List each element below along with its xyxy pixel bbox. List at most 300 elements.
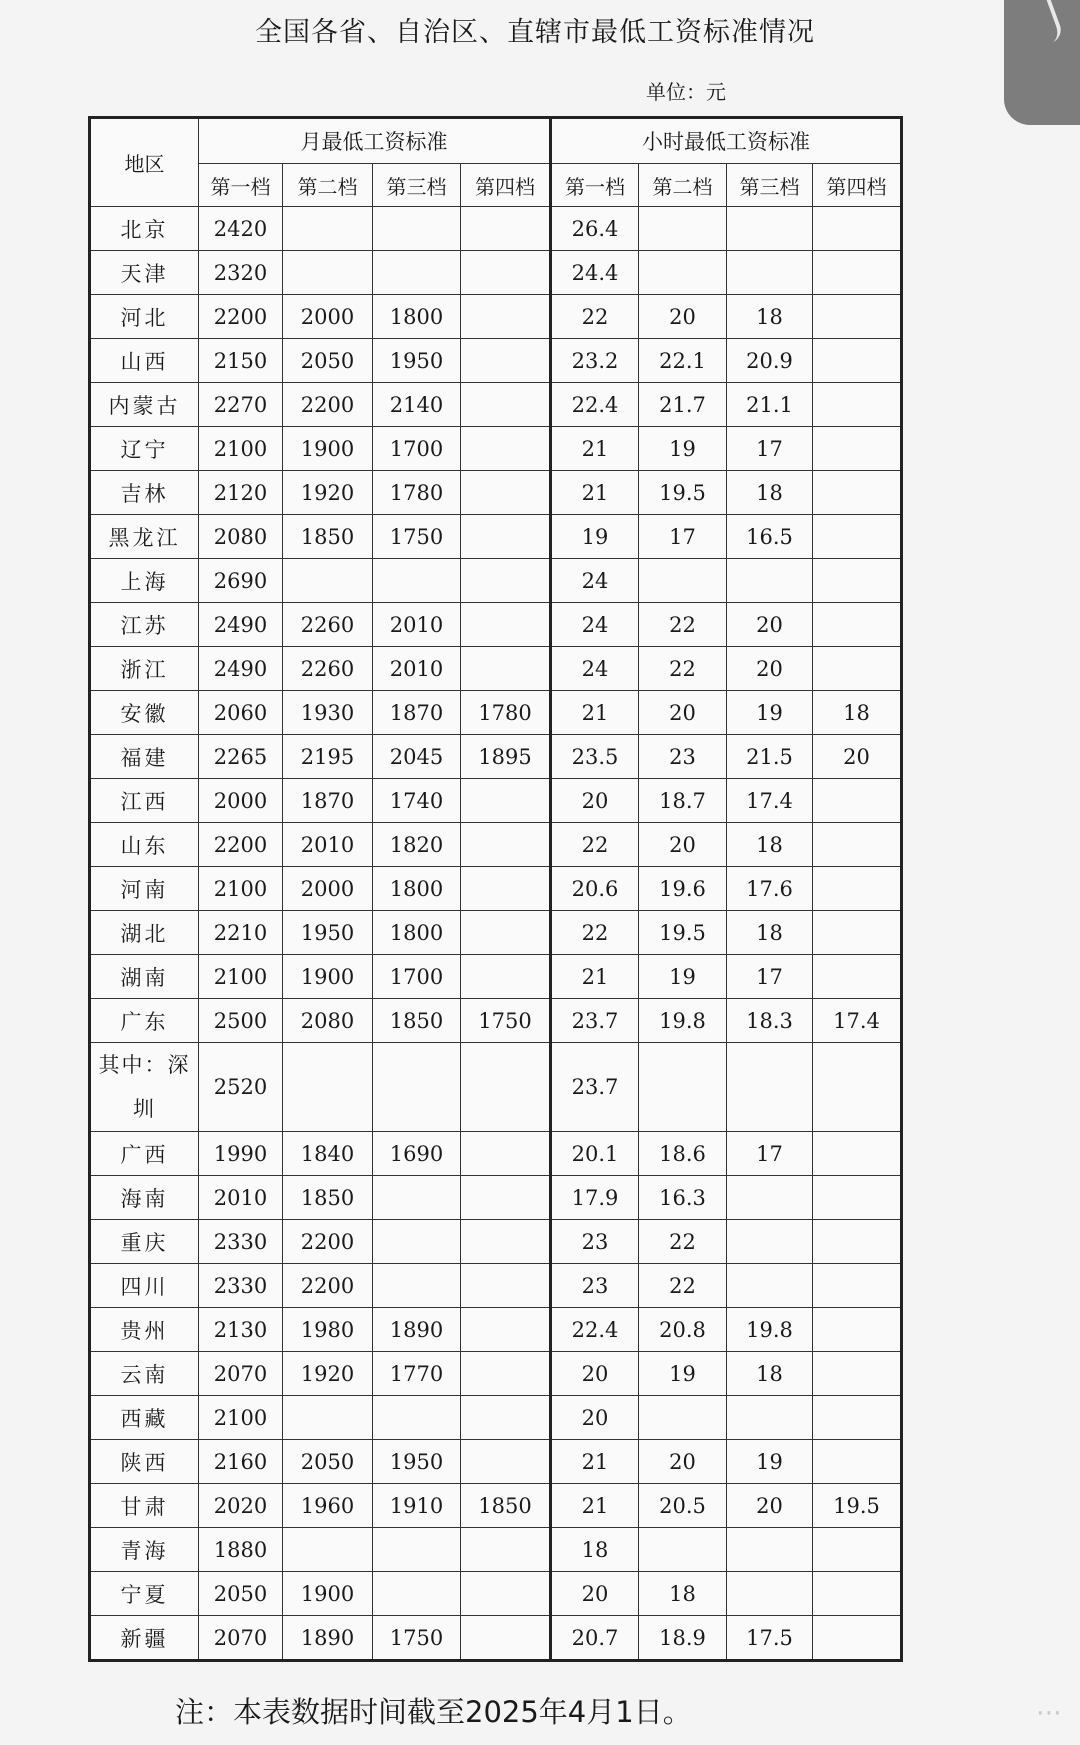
monthly-wage-cell: 1750 <box>373 1616 461 1661</box>
monthly-wage-cell <box>461 911 551 955</box>
monthly-wage-cell: 1700 <box>373 427 461 471</box>
table-row <box>90 1352 902 1396</box>
hourly-wage-cell: 22 <box>551 295 639 339</box>
monthly-wage-cell <box>461 1572 551 1616</box>
monthly-wage-cell <box>461 955 551 999</box>
table-row <box>90 911 902 955</box>
hourly-wage-cell: 18 <box>727 911 813 955</box>
monthly-wage-cell: 2490 <box>199 647 283 691</box>
region-cell: 贵州 <box>90 1308 199 1352</box>
monthly-wage-cell: 2010 <box>199 1176 283 1220</box>
hourly-wage-cell <box>813 1264 902 1308</box>
monthly-wage-cell: 1990 <box>199 1132 283 1176</box>
table-row <box>90 1484 902 1528</box>
hourly-wage-cell: 18 <box>727 823 813 867</box>
monthly-wage-cell: 2490 <box>199 603 283 647</box>
hourly-wage-cell: 22.1 <box>639 339 727 383</box>
hourly-wage-cell <box>813 427 902 471</box>
hourly-wage-cell: 17.9 <box>551 1176 639 1220</box>
footnote: 注：本表数据时间截至2025年4月1日。 <box>175 1695 692 1729</box>
monthly-wage-cell: 1930 <box>283 691 373 735</box>
monthly-wage-cell: 2140 <box>373 383 461 427</box>
hourly-wage-cell <box>813 1220 902 1264</box>
monthly-wage-cell: 2070 <box>199 1616 283 1661</box>
hourly-wage-cell: 20.7 <box>551 1616 639 1661</box>
monthly-wage-cell: 2260 <box>283 603 373 647</box>
monthly-wage-cell: 1880 <box>199 1528 283 1572</box>
hourly-wage-cell: 17.4 <box>727 779 813 823</box>
monthly-wage-cell: 2200 <box>199 295 283 339</box>
hourly-wage-cell <box>813 515 902 559</box>
monthly-wage-cell: 2070 <box>199 1352 283 1396</box>
hourly-wage-cell: 19 <box>727 1440 813 1484</box>
hourly-wage-cell: 20 <box>727 647 813 691</box>
monthly-wage-cell: 2270 <box>199 383 283 427</box>
monthly-wage-cell: 1690 <box>373 1132 461 1176</box>
monthly-wage-cell <box>461 1352 551 1396</box>
table-row <box>90 1308 902 1352</box>
region-cell: 辽宁 <box>90 427 199 471</box>
hourly-wage-cell <box>813 779 902 823</box>
monthly-wage-cell: 2520 <box>199 1043 283 1132</box>
monthly-wage-cell: 2200 <box>283 383 373 427</box>
monthly-wage-cell: 1780 <box>461 691 551 735</box>
monthly-wage-cell: 2010 <box>373 647 461 691</box>
monthly-wage-cell <box>283 251 373 295</box>
hourly-wage-cell: 22 <box>639 1264 727 1308</box>
monthly-wage-cell: 1700 <box>373 955 461 999</box>
hourly-wage-cell: 16.5 <box>727 515 813 559</box>
table-row <box>90 1176 902 1220</box>
monthly-wage-cell: 1870 <box>373 691 461 735</box>
monthly-wage-cell <box>461 383 551 427</box>
monthly-wage-cell: 2045 <box>373 735 461 779</box>
monthly-wage-cell: 1840 <box>283 1132 373 1176</box>
hourly-wage-cell: 23 <box>551 1264 639 1308</box>
table-row <box>90 1132 902 1176</box>
hourly-wage-cell: 20.9 <box>727 339 813 383</box>
document-title: 全国各省、自治区、直辖市最低工资标准情况 <box>255 17 815 48</box>
region-cell: 山东 <box>90 823 199 867</box>
hourly-wage-cell <box>813 867 902 911</box>
region-cell: 海南 <box>90 1176 199 1220</box>
hourly-wage-cell <box>727 207 813 251</box>
monthly-wage-cell: 2050 <box>283 1440 373 1484</box>
hourly-wage-cell: 18 <box>727 295 813 339</box>
header-monthly-tier: 第一档 <box>199 164 283 207</box>
table-row <box>90 955 902 999</box>
monthly-wage-cell: 2330 <box>199 1264 283 1308</box>
table-row <box>90 427 902 471</box>
hourly-wage-cell: 17 <box>727 427 813 471</box>
monthly-wage-cell: 1900 <box>283 1572 373 1616</box>
hourly-wage-cell: 18.7 <box>639 779 727 823</box>
monthly-wage-cell <box>461 515 551 559</box>
hourly-wage-cell <box>639 1043 727 1132</box>
hourly-wage-cell: 18 <box>813 691 902 735</box>
monthly-wage-cell <box>461 471 551 515</box>
table-row <box>90 339 902 383</box>
table-row <box>90 1616 902 1661</box>
monthly-wage-cell: 2130 <box>199 1308 283 1352</box>
hourly-wage-cell <box>813 471 902 515</box>
hourly-wage-cell: 20 <box>551 1396 639 1440</box>
hourly-wage-cell: 20 <box>551 1352 639 1396</box>
monthly-wage-cell: 2500 <box>199 999 283 1043</box>
monthly-wage-cell: 2120 <box>199 471 283 515</box>
monthly-wage-cell: 2260 <box>283 647 373 691</box>
table-row <box>90 251 902 295</box>
monthly-wage-cell <box>461 1396 551 1440</box>
monthly-wage-cell <box>461 1308 551 1352</box>
hourly-wage-cell: 17.6 <box>727 867 813 911</box>
monthly-wage-cell <box>461 1616 551 1661</box>
region-cell: 其中：深圳 <box>90 1043 199 1132</box>
region-cell: 江苏 <box>90 603 199 647</box>
monthly-wage-cell: 2100 <box>199 427 283 471</box>
monthly-wage-cell: 1950 <box>373 1440 461 1484</box>
hourly-wage-cell: 19 <box>639 427 727 471</box>
table-row <box>90 647 902 691</box>
monthly-wage-cell: 2000 <box>199 779 283 823</box>
table-row <box>90 383 902 427</box>
region-cell: 青海 <box>90 1528 199 1572</box>
hourly-wage-cell: 21 <box>551 1440 639 1484</box>
hourly-wage-cell: 19.6 <box>639 867 727 911</box>
monthly-wage-cell <box>283 1528 373 1572</box>
header-monthly-tier: 第二档 <box>283 164 373 207</box>
hourly-wage-cell <box>813 251 902 295</box>
monthly-wage-cell <box>461 1440 551 1484</box>
monthly-wage-cell <box>373 559 461 603</box>
monthly-wage-cell: 1900 <box>283 955 373 999</box>
monthly-wage-cell: 2060 <box>199 691 283 735</box>
hourly-wage-cell: 19 <box>551 515 639 559</box>
monthly-wage-cell: 1890 <box>373 1308 461 1352</box>
monthly-wage-cell: 1800 <box>373 867 461 911</box>
monthly-wage-cell <box>461 779 551 823</box>
hourly-wage-cell <box>813 1572 902 1616</box>
hourly-wage-cell <box>813 1616 902 1661</box>
hourly-wage-cell: 17 <box>727 955 813 999</box>
hourly-wage-cell <box>727 1264 813 1308</box>
monthly-wage-cell: 2080 <box>199 515 283 559</box>
hourly-wage-cell <box>813 1132 902 1176</box>
table-row <box>90 1528 902 1572</box>
hourly-wage-cell <box>813 1308 902 1352</box>
hourly-wage-cell: 18 <box>639 1572 727 1616</box>
hourly-wage-cell: 21 <box>551 471 639 515</box>
hourly-wage-cell <box>727 1043 813 1132</box>
monthly-wage-cell: 2265 <box>199 735 283 779</box>
hourly-wage-cell <box>813 1043 902 1132</box>
hourly-wage-cell <box>813 1440 902 1484</box>
hourly-wage-cell <box>639 559 727 603</box>
hourly-wage-cell <box>813 823 902 867</box>
region-cell: 黑龙江 <box>90 515 199 559</box>
monthly-wage-cell: 2000 <box>283 295 373 339</box>
watermark: ⋯ <box>1036 1698 1062 1728</box>
table-row <box>90 999 902 1043</box>
hourly-wage-cell <box>727 559 813 603</box>
monthly-wage-cell <box>461 1176 551 1220</box>
hourly-wage-cell: 21.1 <box>727 383 813 427</box>
monthly-wage-cell: 2200 <box>283 1220 373 1264</box>
hourly-wage-cell: 19.5 <box>639 911 727 955</box>
hourly-wage-cell: 20 <box>551 779 639 823</box>
table-row <box>90 1043 902 1132</box>
hourly-wage-cell <box>727 1220 813 1264</box>
header-hourly-tier: 第二档 <box>639 164 727 207</box>
hourly-wage-cell: 21 <box>551 955 639 999</box>
table-row <box>90 823 902 867</box>
hourly-wage-cell <box>727 1176 813 1220</box>
hourly-wage-cell: 24 <box>551 559 639 603</box>
monthly-wage-cell: 2000 <box>283 867 373 911</box>
monthly-wage-cell: 1850 <box>461 1484 551 1528</box>
hourly-wage-cell: 22.4 <box>551 1308 639 1352</box>
hourly-wage-cell <box>813 1352 902 1396</box>
hourly-wage-cell: 21 <box>551 1484 639 1528</box>
monthly-wage-cell <box>283 207 373 251</box>
hourly-wage-cell: 21 <box>551 691 639 735</box>
monthly-wage-cell: 1870 <box>283 779 373 823</box>
region-cell: 浙江 <box>90 647 199 691</box>
region-cell: 江西 <box>90 779 199 823</box>
monthly-wage-cell: 1750 <box>461 999 551 1043</box>
hourly-wage-cell: 22.4 <box>551 383 639 427</box>
hourly-wage-cell: 22 <box>551 823 639 867</box>
monthly-wage-cell <box>373 1528 461 1572</box>
monthly-wage-cell: 1850 <box>283 1176 373 1220</box>
table-row <box>90 691 902 735</box>
hourly-wage-cell <box>813 603 902 647</box>
monthly-wage-cell: 2200 <box>199 823 283 867</box>
monthly-wage-cell: 2010 <box>373 603 461 647</box>
monthly-wage-cell <box>373 1220 461 1264</box>
hourly-wage-cell: 20 <box>551 1572 639 1616</box>
monthly-wage-cell: 2010 <box>283 823 373 867</box>
region-cell: 内蒙古 <box>90 383 199 427</box>
monthly-wage-cell <box>461 1132 551 1176</box>
table-row <box>90 603 902 647</box>
table-row <box>90 779 902 823</box>
hourly-wage-cell: 20 <box>727 1484 813 1528</box>
monthly-wage-cell: 2100 <box>199 1396 283 1440</box>
hourly-wage-cell: 20.8 <box>639 1308 727 1352</box>
region-cell: 广东 <box>90 999 199 1043</box>
region-cell: 上海 <box>90 559 199 603</box>
hourly-wage-cell: 17 <box>727 1132 813 1176</box>
hourly-wage-cell: 17.5 <box>727 1616 813 1661</box>
minimum-wage-table <box>88 116 903 1662</box>
hourly-wage-cell <box>813 955 902 999</box>
hourly-wage-cell: 21 <box>551 427 639 471</box>
hourly-wage-cell: 20.5 <box>639 1484 727 1528</box>
region-cell: 天津 <box>90 251 199 295</box>
hourly-wage-cell: 18 <box>551 1528 639 1572</box>
region-cell: 广西 <box>90 1132 199 1176</box>
monthly-wage-cell: 1750 <box>373 515 461 559</box>
hourly-wage-cell <box>639 251 727 295</box>
monthly-wage-cell <box>461 207 551 251</box>
region-cell: 西藏 <box>90 1396 199 1440</box>
monthly-wage-cell <box>461 427 551 471</box>
monthly-wage-cell: 1900 <box>283 427 373 471</box>
hourly-wage-cell <box>813 339 902 383</box>
monthly-wage-cell <box>461 251 551 295</box>
monthly-wage-cell: 1820 <box>373 823 461 867</box>
monthly-wage-cell: 2690 <box>199 559 283 603</box>
hourly-wage-cell <box>727 1572 813 1616</box>
region-cell: 河北 <box>90 295 199 339</box>
hourly-wage-cell: 21.7 <box>639 383 727 427</box>
hourly-wage-cell <box>813 1176 902 1220</box>
hourly-wage-cell: 19.5 <box>639 471 727 515</box>
monthly-wage-cell: 2420 <box>199 207 283 251</box>
monthly-wage-cell: 1910 <box>373 1484 461 1528</box>
hourly-wage-cell <box>813 1528 902 1572</box>
table-row <box>90 207 902 251</box>
monthly-wage-cell <box>283 1396 373 1440</box>
region-cell: 宁夏 <box>90 1572 199 1616</box>
region-cell: 吉林 <box>90 471 199 515</box>
hourly-wage-cell: 18 <box>727 1352 813 1396</box>
hourly-wage-cell: 26.4 <box>551 207 639 251</box>
hourly-wage-cell: 23.5 <box>551 735 639 779</box>
monthly-wage-cell <box>461 559 551 603</box>
hourly-wage-cell: 20 <box>639 691 727 735</box>
monthly-wage-cell <box>373 1043 461 1132</box>
table-row <box>90 1220 902 1264</box>
monthly-wage-cell <box>373 1264 461 1308</box>
region-cell: 陕西 <box>90 1440 199 1484</box>
region-cell: 新疆 <box>90 1616 199 1661</box>
monthly-wage-cell: 1800 <box>373 911 461 955</box>
hourly-wage-cell: 22 <box>639 647 727 691</box>
table-row <box>90 1264 902 1308</box>
hourly-wage-cell <box>639 207 727 251</box>
region-cell: 四川 <box>90 1264 199 1308</box>
monthly-wage-cell <box>461 1043 551 1132</box>
hourly-wage-cell: 20 <box>813 735 902 779</box>
region-cell: 重庆 <box>90 1220 199 1264</box>
header-monthly-group: 月最低工资标准 <box>199 118 551 164</box>
unit-label: 单位：元 <box>646 80 726 104</box>
region-cell: 云南 <box>90 1352 199 1396</box>
monthly-wage-cell <box>283 559 373 603</box>
hourly-wage-cell: 18 <box>727 471 813 515</box>
monthly-wage-cell <box>461 1528 551 1572</box>
hourly-wage-cell: 20 <box>639 295 727 339</box>
monthly-wage-cell <box>373 1396 461 1440</box>
monthly-wage-cell <box>373 1572 461 1616</box>
monthly-wage-cell: 2150 <box>199 339 283 383</box>
hourly-wage-cell <box>639 1396 727 1440</box>
monthly-wage-cell <box>461 647 551 691</box>
hourly-wage-cell: 19.5 <box>813 1484 902 1528</box>
hourly-wage-cell: 18.9 <box>639 1616 727 1661</box>
header-hourly-tier: 第三档 <box>727 164 813 207</box>
monthly-wage-cell: 1980 <box>283 1308 373 1352</box>
hourly-wage-cell: 19 <box>727 691 813 735</box>
hourly-wage-cell <box>813 1396 902 1440</box>
hourly-wage-cell: 18.6 <box>639 1132 727 1176</box>
table-row <box>90 1440 902 1484</box>
hourly-wage-cell: 24 <box>551 603 639 647</box>
monthly-wage-cell <box>373 1176 461 1220</box>
table-body <box>90 207 902 1661</box>
monthly-wage-cell <box>283 1043 373 1132</box>
hourly-wage-cell: 23.7 <box>551 1043 639 1132</box>
header-hourly-tier: 第一档 <box>551 164 639 207</box>
hourly-wage-cell <box>813 207 902 251</box>
monthly-wage-cell: 2080 <box>283 999 373 1043</box>
monthly-wage-cell <box>461 603 551 647</box>
monthly-wage-cell: 2200 <box>283 1264 373 1308</box>
hourly-wage-cell <box>813 911 902 955</box>
hourly-wage-cell: 20.6 <box>551 867 639 911</box>
monthly-wage-cell <box>461 867 551 911</box>
region-cell: 福建 <box>90 735 199 779</box>
monthly-wage-cell: 2100 <box>199 867 283 911</box>
hourly-wage-cell <box>727 1528 813 1572</box>
hourly-wage-cell: 23 <box>551 1220 639 1264</box>
region-cell: 湖南 <box>90 955 199 999</box>
monthly-wage-cell: 1920 <box>283 1352 373 1396</box>
hourly-wage-cell: 20 <box>639 1440 727 1484</box>
monthly-wage-cell <box>373 207 461 251</box>
header-hourly-tier: 第四档 <box>813 164 902 207</box>
hourly-wage-cell <box>813 295 902 339</box>
hourly-wage-cell: 24.4 <box>551 251 639 295</box>
monthly-wage-cell: 2210 <box>199 911 283 955</box>
table-row <box>90 735 902 779</box>
hourly-wage-cell: 22 <box>639 1220 727 1264</box>
hourly-wage-cell: 20 <box>727 603 813 647</box>
hourly-wage-cell: 22 <box>551 911 639 955</box>
hourly-wage-cell <box>813 647 902 691</box>
monthly-wage-cell: 1850 <box>283 515 373 559</box>
monthly-wage-cell: 1780 <box>373 471 461 515</box>
hourly-wage-cell <box>813 559 902 603</box>
hourly-wage-cell: 19.8 <box>727 1308 813 1352</box>
monthly-wage-cell: 1800 <box>373 295 461 339</box>
hourly-wage-cell: 19 <box>639 955 727 999</box>
monthly-wage-cell: 1960 <box>283 1484 373 1528</box>
monthly-wage-cell: 2050 <box>283 339 373 383</box>
header-hourly-group: 小时最低工资标准 <box>551 118 902 164</box>
header-monthly-tier: 第三档 <box>373 164 461 207</box>
monthly-wage-cell: 1890 <box>283 1616 373 1661</box>
monthly-wage-cell: 1920 <box>283 471 373 515</box>
table-row <box>90 559 902 603</box>
hourly-wage-cell: 23 <box>639 735 727 779</box>
hourly-wage-cell: 23.7 <box>551 999 639 1043</box>
hourly-wage-cell: 24 <box>551 647 639 691</box>
hourly-wage-cell: 17 <box>639 515 727 559</box>
monthly-wage-cell: 2100 <box>199 955 283 999</box>
hourly-wage-cell: 16.3 <box>639 1176 727 1220</box>
monthly-wage-cell <box>461 823 551 867</box>
monthly-wage-cell: 1950 <box>373 339 461 383</box>
hourly-wage-cell <box>813 383 902 427</box>
monthly-wage-cell <box>461 1264 551 1308</box>
hourly-wage-cell: 20 <box>639 823 727 867</box>
hourly-wage-cell <box>727 1396 813 1440</box>
monthly-wage-cell <box>461 339 551 383</box>
table-row <box>90 867 902 911</box>
